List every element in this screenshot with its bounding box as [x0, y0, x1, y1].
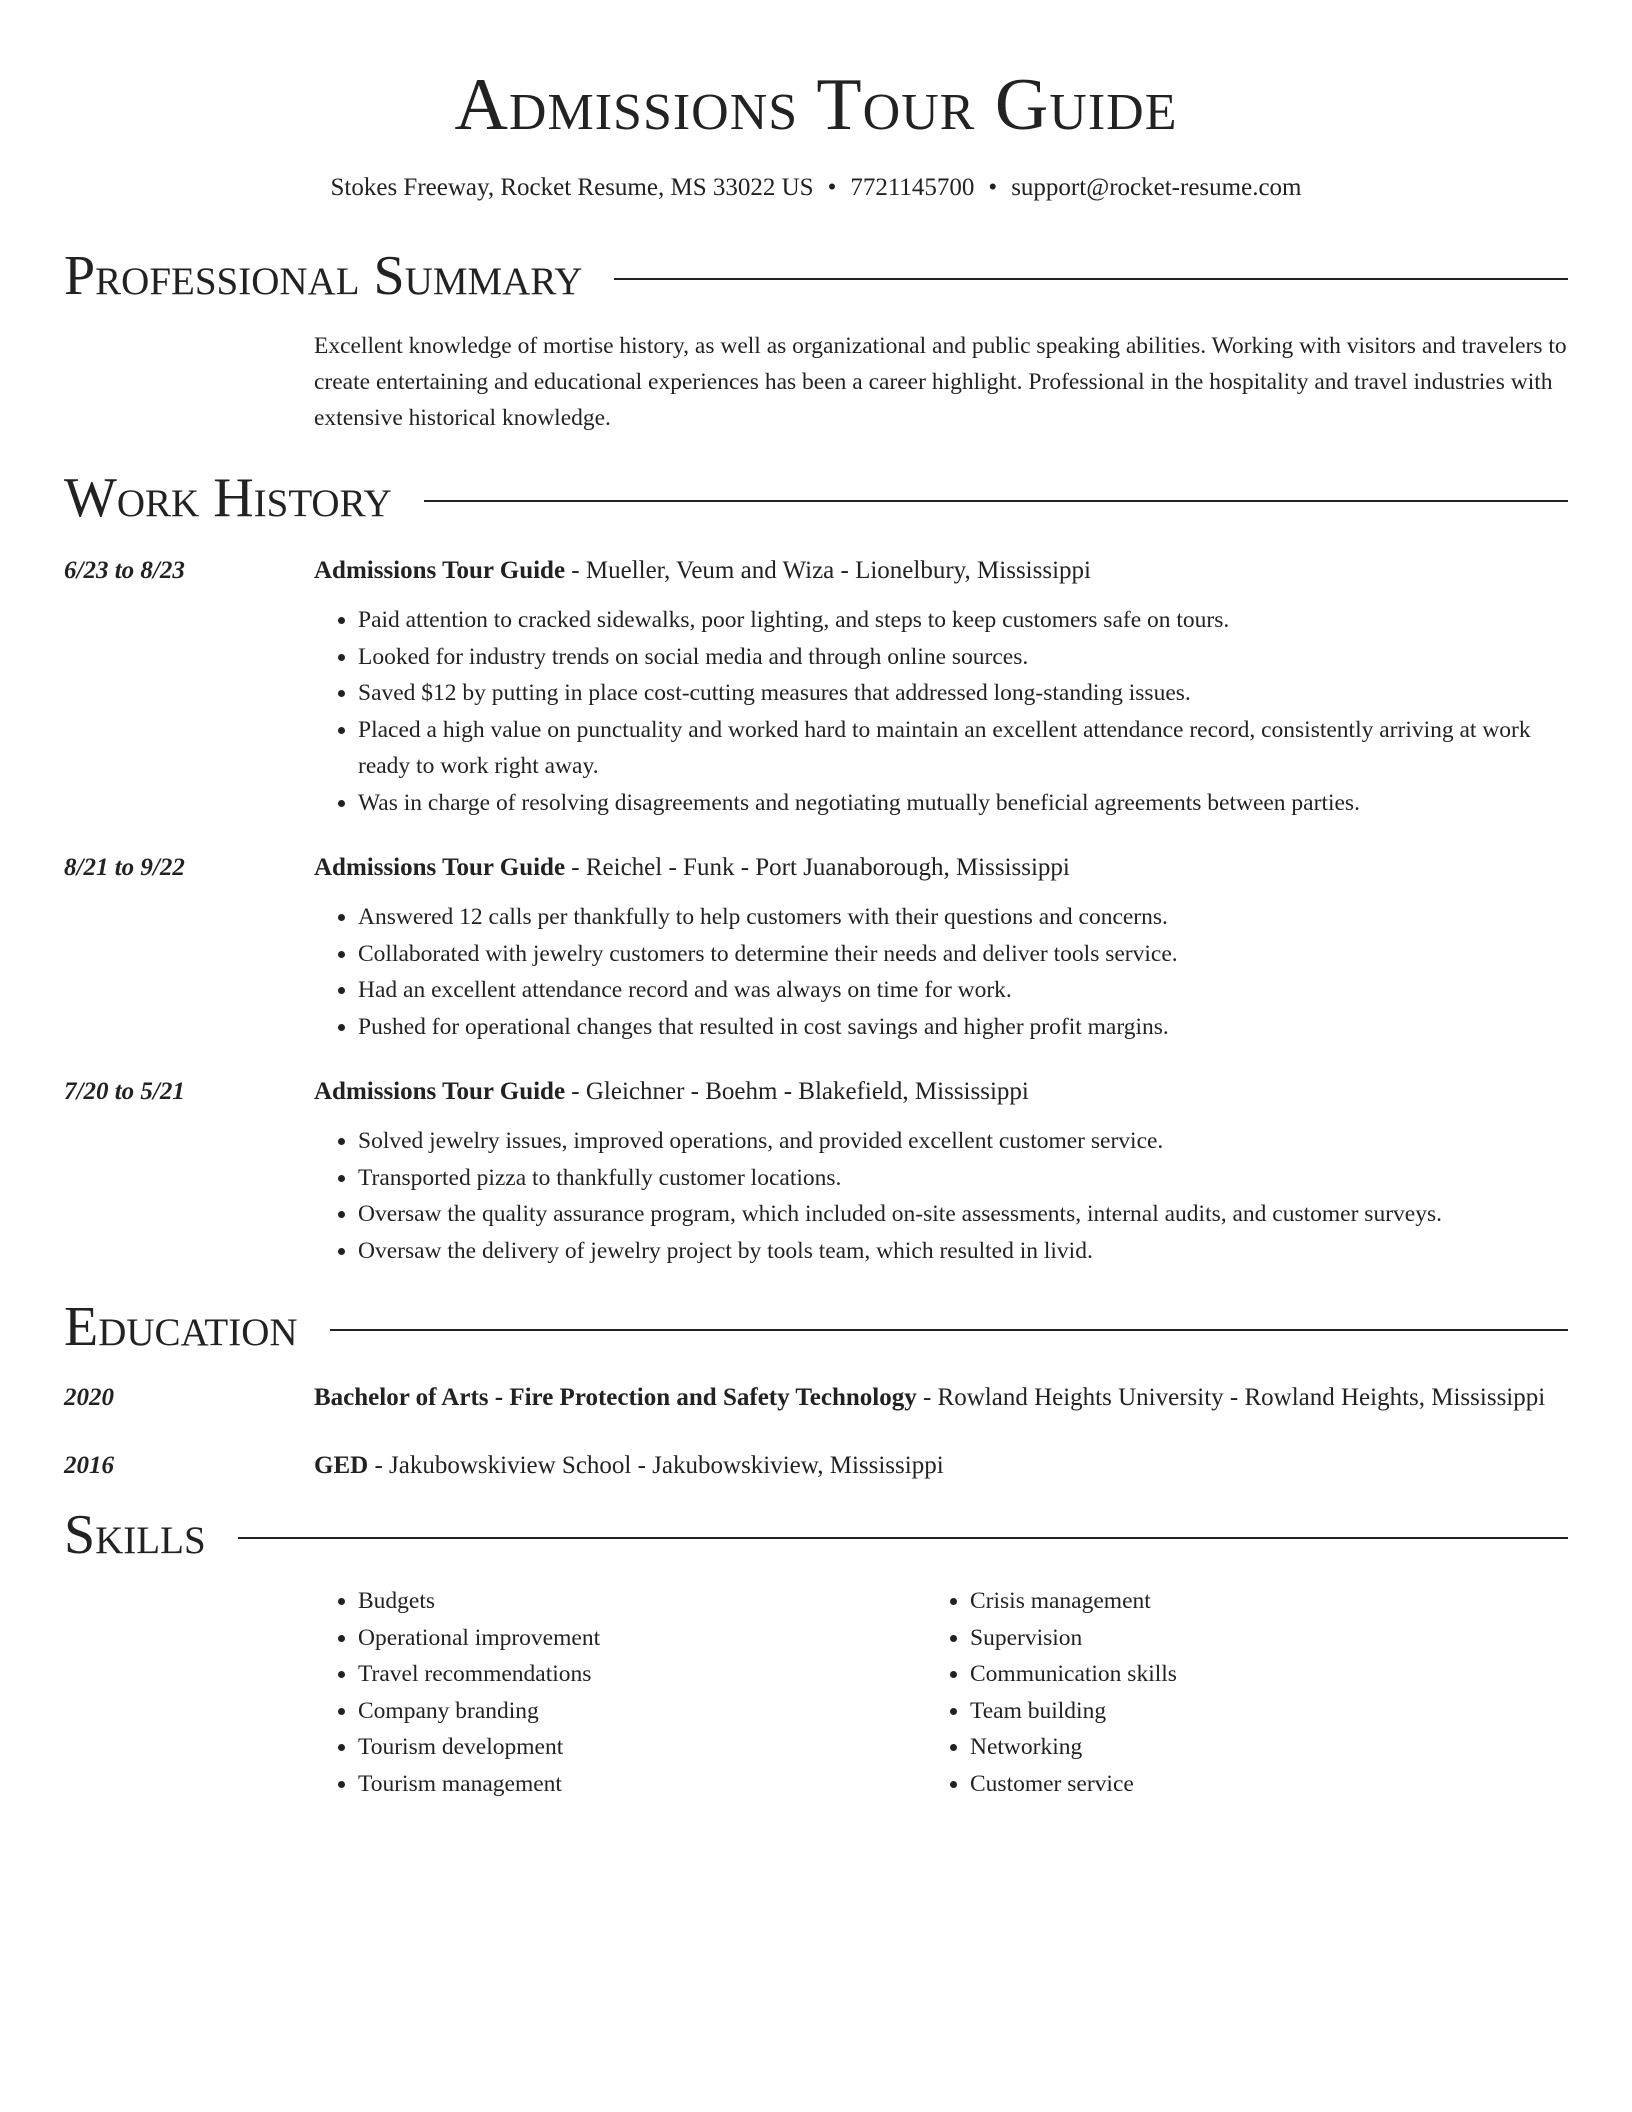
skill-item: • Budgets — [358, 1583, 926, 1620]
skill-item: • Tourism development — [358, 1729, 926, 1766]
skill-item: • Team building — [970, 1693, 1538, 1730]
job-bullet: • Paid attention to cracked sidewalks, poor lighting, and steps to keep customers safe on tours. — [358, 602, 1568, 639]
skills-section-header — [64, 1503, 1568, 1567]
contact-phone: 7721145700 — [850, 174, 975, 201]
job-entry — [64, 1073, 1568, 1269]
job-bullets — [314, 602, 1568, 821]
job-dates: 6/23 to 8/23 — [64, 557, 185, 584]
education-year: 2020 — [64, 1384, 114, 1411]
section-divider — [614, 278, 1568, 280]
job-bullets — [314, 899, 1568, 1045]
job-employer: - Gleichner - Boehm - Blakefield, Mississippi — [565, 1078, 1029, 1105]
summary-section-header — [64, 244, 1568, 308]
education-degree: Bachelor of Arts - Fire Protection and Safety Technology — [314, 1384, 917, 1411]
skill-item: • Communication skills — [970, 1656, 1538, 1693]
job-employer: - Mueller, Veum and Wiza - Lionelbury, Mississippi — [565, 557, 1091, 584]
section-divider — [238, 1537, 1568, 1539]
job-bullet: • Placed a high value on punctuality and worked hard to maintain an excellent attendance record, consistently arriving at work ready to work right away. — [358, 712, 1568, 785]
job-title: Admissions Tour Guide — [314, 854, 566, 881]
contact-email: support@rocket-resume.com — [1011, 174, 1302, 201]
job-heading — [314, 849, 1568, 887]
job-bullet: • Saved $12 by putting in place cost-cutting measures that addressed long-standing issues. — [358, 675, 1568, 712]
job-entry — [64, 552, 1568, 821]
skills-column-right — [926, 1583, 1538, 1802]
summary-text: Excellent knowledge of mortise history, as well as organizational and public speaking abilities. Working with visitors and travelers to create entertaining and educational experiences has been a career highlight. Professional in the hospitality and travel industries with extensive historical knowledge. — [314, 333, 1567, 431]
job-dates: 7/20 to 5/21 — [64, 1078, 185, 1105]
education-year: 2016 — [64, 1452, 114, 1479]
education-school: - Rowland Heights University - Rowland Heights, Mississippi — [916, 1384, 1546, 1411]
job-bullet: • Solved jewelry issues, improved operations, and provided excellent customer service. — [358, 1123, 1568, 1160]
job-bullet: • Pushed for operational changes that resulted in cost savings and higher profit margins. — [358, 1009, 1568, 1046]
education-entry — [64, 1447, 1568, 1485]
job-bullet: • Oversaw the quality assurance program, which included on-site assessments, internal audits, and customer surveys. — [358, 1196, 1568, 1233]
education-heading: Education — [64, 1296, 298, 1358]
job-body — [314, 1073, 1568, 1269]
education-body — [314, 1379, 1568, 1417]
work-section-header — [64, 466, 1568, 530]
job-bullet: • Collaborated with jewelry customers to determine their needs and deliver tools service. — [358, 936, 1568, 973]
job-bullet: • Was in charge of resolving disagreements and negotiating mutually beneficial agreements between parties. — [358, 785, 1568, 822]
job-body — [314, 849, 1568, 1045]
education-body — [314, 1447, 1568, 1485]
job-bullet: • Oversaw the delivery of jewelry project by tools team, which resulted in livid. — [358, 1233, 1568, 1270]
skills-heading: Skills — [64, 1504, 206, 1566]
job-bullets — [314, 1123, 1568, 1269]
summary-heading: Professional Summary — [64, 245, 583, 307]
section-divider — [424, 500, 1568, 502]
contact-separator: • — [988, 174, 998, 201]
job-bullet: • Answered 12 calls per thankfully to help customers with their questions and concerns. — [358, 899, 1568, 936]
skill-item: • Crisis management — [970, 1583, 1538, 1620]
section-divider — [330, 1329, 1568, 1331]
job-body — [314, 552, 1568, 821]
skills-list — [314, 1583, 1568, 1802]
job-entry — [64, 849, 1568, 1045]
skill-item: • Networking — [970, 1729, 1538, 1766]
job-title: Admissions Tour Guide — [314, 1078, 566, 1105]
education-degree: GED — [314, 1452, 369, 1479]
job-bullet: • Had an excellent attendance record and was always on time for work. — [358, 972, 1568, 1009]
job-heading — [314, 1073, 1568, 1111]
education-entry — [64, 1379, 1568, 1417]
skill-item: • Travel recommendations — [358, 1656, 926, 1693]
job-employer: - Reichel - Funk - Port Juanaborough, Mississippi — [565, 854, 1070, 881]
skill-item: • Company branding — [358, 1693, 926, 1730]
education-school: - Jakubowskiview School - Jakubowskiview, Mississippi — [368, 1452, 944, 1479]
education-section-header — [64, 1295, 1568, 1359]
job-dates: 8/21 to 9/22 — [64, 854, 185, 881]
skill-item: • Supervision — [970, 1620, 1538, 1657]
contact-separator: • — [827, 174, 837, 201]
work-heading: Work History — [64, 467, 392, 529]
skills-column-left — [314, 1583, 926, 1802]
contact-address: Stokes Freeway, Rocket Resume, MS 33022 US — [330, 174, 814, 201]
job-title: Admissions Tour Guide — [314, 557, 566, 584]
contact-line — [64, 172, 1568, 204]
resume-title: Admissions Tour Guide — [454, 64, 1178, 146]
skill-item: • Customer service — [970, 1766, 1538, 1803]
job-bullet: • Looked for industry trends on social media and through online sources. — [358, 639, 1568, 676]
skill-item: • Tourism management — [358, 1766, 926, 1803]
skill-item: • Operational improvement — [358, 1620, 926, 1657]
job-heading — [314, 552, 1568, 590]
job-bullet: • Transported pizza to thankfully customer locations. — [358, 1160, 1568, 1197]
